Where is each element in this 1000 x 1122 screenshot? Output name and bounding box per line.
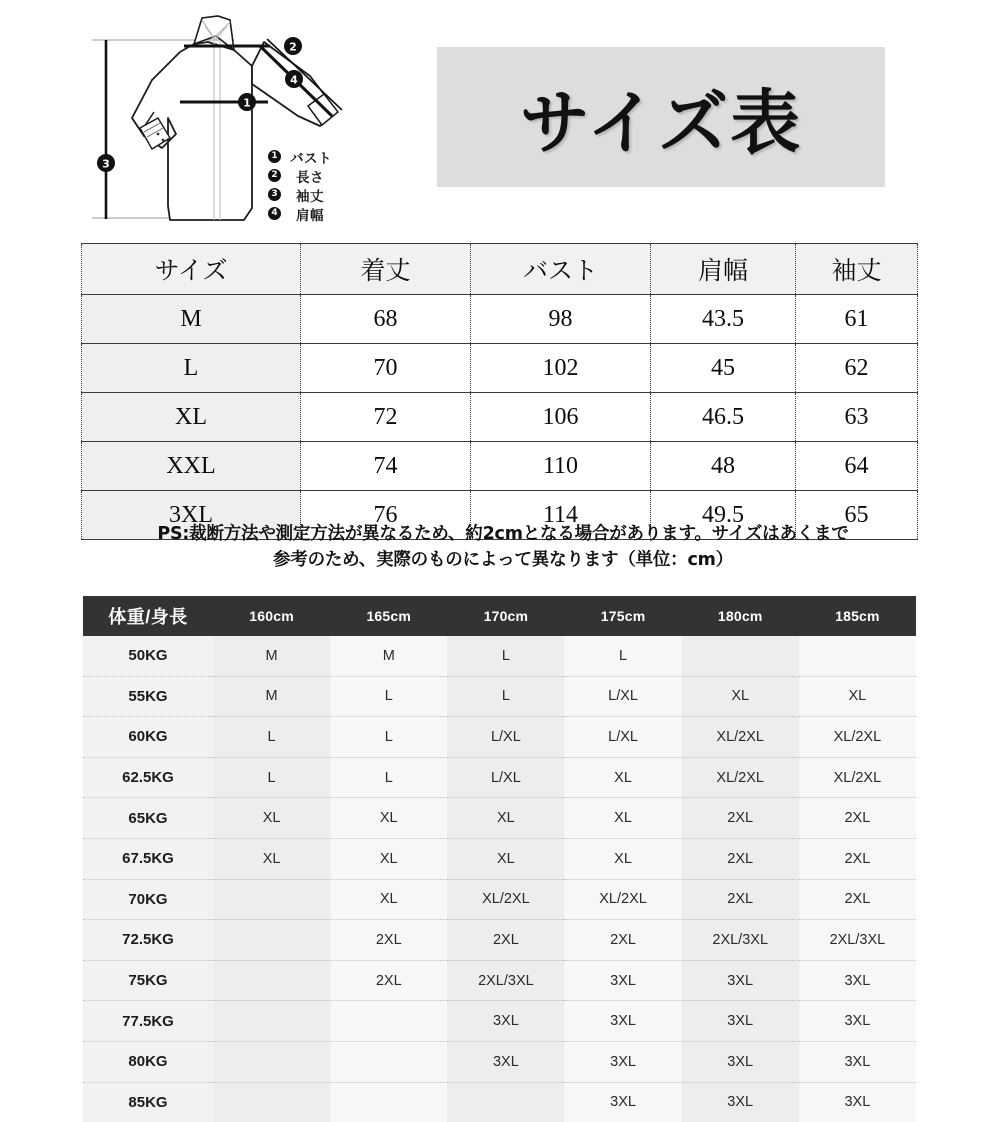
fit-cell: 2XL <box>799 879 916 920</box>
fit-cell: 3XL <box>564 1082 681 1122</box>
fit-weight-label: 72.5KG <box>83 920 213 961</box>
fit-weight-label: 50KG <box>83 636 213 676</box>
size-cell-size: 3XL <box>82 491 301 540</box>
legend-label-bust: バスト <box>290 150 332 167</box>
table-row <box>83 1001 916 1042</box>
fit-cell: XL/2XL <box>447 879 564 920</box>
fit-weight-label: 55KG <box>83 676 213 717</box>
legend-label-shoulder: 肩幅 <box>296 207 324 224</box>
fit-cell: L <box>330 717 447 758</box>
fit-cell: 3XL <box>682 1041 799 1082</box>
fit-cell: XL <box>330 798 447 839</box>
fit-cell: 3XL <box>799 1041 916 1082</box>
table-row <box>82 344 918 393</box>
size-cell-size: XXL <box>82 442 301 491</box>
size-cell-length: 68 <box>301 295 471 344</box>
fit-cell: XL/2XL <box>799 717 916 758</box>
fit-cell: L/XL <box>447 717 564 758</box>
table-row <box>82 442 918 491</box>
size-table-header-row <box>82 244 918 295</box>
size-cell-sleeve: 61 <box>796 295 918 344</box>
fit-cell: 2XL/3XL <box>682 920 799 961</box>
weight-height-fit-table <box>83 596 916 1122</box>
size-cell-shoulder: 45 <box>651 344 796 393</box>
legend-item-shoulder <box>268 204 378 223</box>
fit-cell: 2XL <box>682 798 799 839</box>
size-cell-bust: 110 <box>471 442 651 491</box>
fit-header-160cm: 160cm <box>213 596 330 636</box>
fit-header-185cm: 185cm <box>799 596 916 636</box>
fit-cell <box>213 1041 330 1082</box>
size-header-length: 着丈 <box>301 244 471 295</box>
fit-cell: 2XL/3XL <box>447 960 564 1001</box>
fit-cell: L <box>213 757 330 798</box>
fit-weight-label: 80KG <box>83 1041 213 1082</box>
fit-cell: 2XL <box>682 838 799 879</box>
size-cell-length: 70 <box>301 344 471 393</box>
fit-cell: XL <box>564 757 681 798</box>
fit-cell <box>213 1001 330 1042</box>
measurement-legend <box>268 147 378 223</box>
size-header-size: サイズ <box>82 244 301 295</box>
svg-text:1: 1 <box>243 96 251 110</box>
size-table <box>81 243 918 540</box>
table-row <box>83 838 916 879</box>
fit-cell: 2XL <box>799 798 916 839</box>
fit-cell: L <box>330 676 447 717</box>
size-cell-size: L <box>82 344 301 393</box>
fit-cell: 2XL <box>682 879 799 920</box>
legend-item-bust <box>268 147 378 166</box>
size-header-bust: バスト <box>471 244 651 295</box>
note-line-2: 参考のため、実際のものによって異なります（単位：cm） <box>272 550 733 571</box>
top-section <box>0 0 1000 236</box>
fit-cell: M <box>213 636 330 676</box>
legend-label-length: 長さ <box>296 169 324 186</box>
fit-cell: XL/2XL <box>799 757 916 798</box>
fit-cell: XL <box>564 798 681 839</box>
fit-cell: XL <box>213 798 330 839</box>
table-row <box>83 676 916 717</box>
size-cell-length: 74 <box>301 442 471 491</box>
fit-cell: XL <box>564 838 681 879</box>
size-cell-sleeve: 63 <box>796 393 918 442</box>
fit-cell <box>330 1082 447 1122</box>
fit-cell: 2XL <box>330 920 447 961</box>
fit-cell: L/XL <box>447 757 564 798</box>
fit-header-175cm: 175cm <box>564 596 681 636</box>
fit-cell: XL <box>447 798 564 839</box>
fit-weight-label: 67.5KG <box>83 838 213 879</box>
size-cell-bust: 102 <box>471 344 651 393</box>
fit-header-180cm: 180cm <box>682 596 799 636</box>
fit-cell: 2XL/3XL <box>799 920 916 961</box>
size-cell-shoulder: 46.5 <box>651 393 796 442</box>
fit-weight-label: 65KG <box>83 798 213 839</box>
fit-cell: 3XL <box>447 1001 564 1042</box>
fit-cell: L/XL <box>564 717 681 758</box>
fit-weight-label: 77.5KG <box>83 1001 213 1042</box>
table-row <box>83 798 916 839</box>
legend-item-sleeve <box>268 185 378 204</box>
size-header-sleeve: 袖丈 <box>796 244 918 295</box>
fit-cell: 3XL <box>564 1041 681 1082</box>
size-cell-length: 72 <box>301 393 471 442</box>
table-row <box>82 393 918 442</box>
fit-cell <box>213 920 330 961</box>
size-cell-shoulder: 48 <box>651 442 796 491</box>
size-cell-size: M <box>82 295 301 344</box>
size-cell-sleeve: 64 <box>796 442 918 491</box>
fit-cell <box>213 960 330 1001</box>
fit-cell: L <box>330 757 447 798</box>
fit-cell: XL/2XL <box>682 717 799 758</box>
legend-marker-4-icon: 4 <box>268 207 281 220</box>
fit-weight-label: 60KG <box>83 717 213 758</box>
size-cell-shoulder: 49.5 <box>651 491 796 540</box>
note-line-1: PS:裁断方法や測定方法が異なるため、約2cmとなる場合があります。サイズはあくまで <box>157 524 849 544</box>
fit-weight-label: 70KG <box>83 879 213 920</box>
fit-weight-label: 75KG <box>83 960 213 1001</box>
size-cell-shoulder: 43.5 <box>651 295 796 344</box>
fit-cell: 3XL <box>682 1082 799 1122</box>
fit-cell: 3XL <box>799 1082 916 1122</box>
fit-cell: L <box>447 636 564 676</box>
fit-cell: M <box>213 676 330 717</box>
fit-cell: 3XL <box>564 1001 681 1042</box>
table-row <box>82 295 918 344</box>
fit-cell <box>213 879 330 920</box>
size-header-shoulder: 肩幅 <box>651 244 796 295</box>
fit-table-header-row <box>83 596 916 636</box>
table-row <box>83 717 916 758</box>
fit-cell <box>213 1082 330 1122</box>
fit-cell: L <box>564 636 681 676</box>
fit-table-container <box>83 596 916 1122</box>
fit-cell: L/XL <box>564 676 681 717</box>
svg-text:3: 3 <box>102 157 110 171</box>
fit-cell: XL/2XL <box>564 879 681 920</box>
size-cell-sleeve: 65 <box>796 491 918 540</box>
fit-cell: 2XL <box>799 838 916 879</box>
table-row <box>83 757 916 798</box>
legend-marker-2-icon: 2 <box>268 169 281 182</box>
legend-marker-1-icon: 1 <box>268 150 281 163</box>
fit-weight-label: 62.5KG <box>83 757 213 798</box>
fit-cell: 2XL <box>330 960 447 1001</box>
fit-cell: 3XL <box>682 960 799 1001</box>
fit-cell: 3XL <box>682 1001 799 1042</box>
page-title: サイズ表 <box>519 81 803 164</box>
fit-cell: 2XL <box>447 920 564 961</box>
fit-cell: 3XL <box>447 1041 564 1082</box>
fit-header-weight-height: 体重/身長 <box>83 596 213 636</box>
fit-weight-label: 85KG <box>83 1082 213 1122</box>
fit-cell: 3XL <box>564 960 681 1001</box>
fit-cell: XL/2XL <box>682 757 799 798</box>
size-cell-length: 76 <box>301 491 471 540</box>
legend-item-length <box>268 166 378 185</box>
fit-cell: XL <box>330 879 447 920</box>
size-cell-bust: 114 <box>471 491 651 540</box>
fit-cell: L <box>213 717 330 758</box>
fit-cell: 3XL <box>799 960 916 1001</box>
table-row <box>83 920 916 961</box>
fit-cell: XL <box>682 676 799 717</box>
fit-cell: XL <box>799 676 916 717</box>
fit-header-165cm: 165cm <box>330 596 447 636</box>
svg-text:4: 4 <box>290 73 298 87</box>
fit-header-170cm: 170cm <box>447 596 564 636</box>
table-row <box>83 879 916 920</box>
size-cell-size: XL <box>82 393 301 442</box>
fit-cell: 3XL <box>799 1001 916 1042</box>
fit-cell <box>330 1041 447 1082</box>
fit-cell: 2XL <box>564 920 681 961</box>
fit-cell: XL <box>447 838 564 879</box>
fit-cell <box>330 1001 447 1042</box>
fit-cell <box>682 636 799 676</box>
disclaimer-note <box>84 521 922 574</box>
fit-cell: M <box>330 636 447 676</box>
size-table-container <box>81 243 917 540</box>
size-cell-bust: 98 <box>471 295 651 344</box>
table-row <box>83 636 916 676</box>
table-row <box>83 1082 916 1122</box>
table-row <box>83 1041 916 1082</box>
fit-cell <box>447 1082 564 1122</box>
fit-table-body <box>83 636 916 1122</box>
svg-text:2: 2 <box>289 40 297 54</box>
fit-cell: XL <box>330 838 447 879</box>
fit-cell: XL <box>213 838 330 879</box>
table-row <box>83 960 916 1001</box>
fit-cell <box>799 636 916 676</box>
legend-marker-3-icon: 3 <box>268 188 281 201</box>
fit-cell: L <box>447 676 564 717</box>
size-cell-sleeve: 62 <box>796 344 918 393</box>
legend-label-sleeve: 袖丈 <box>296 188 324 205</box>
title-banner <box>437 47 885 187</box>
size-cell-bust: 106 <box>471 393 651 442</box>
